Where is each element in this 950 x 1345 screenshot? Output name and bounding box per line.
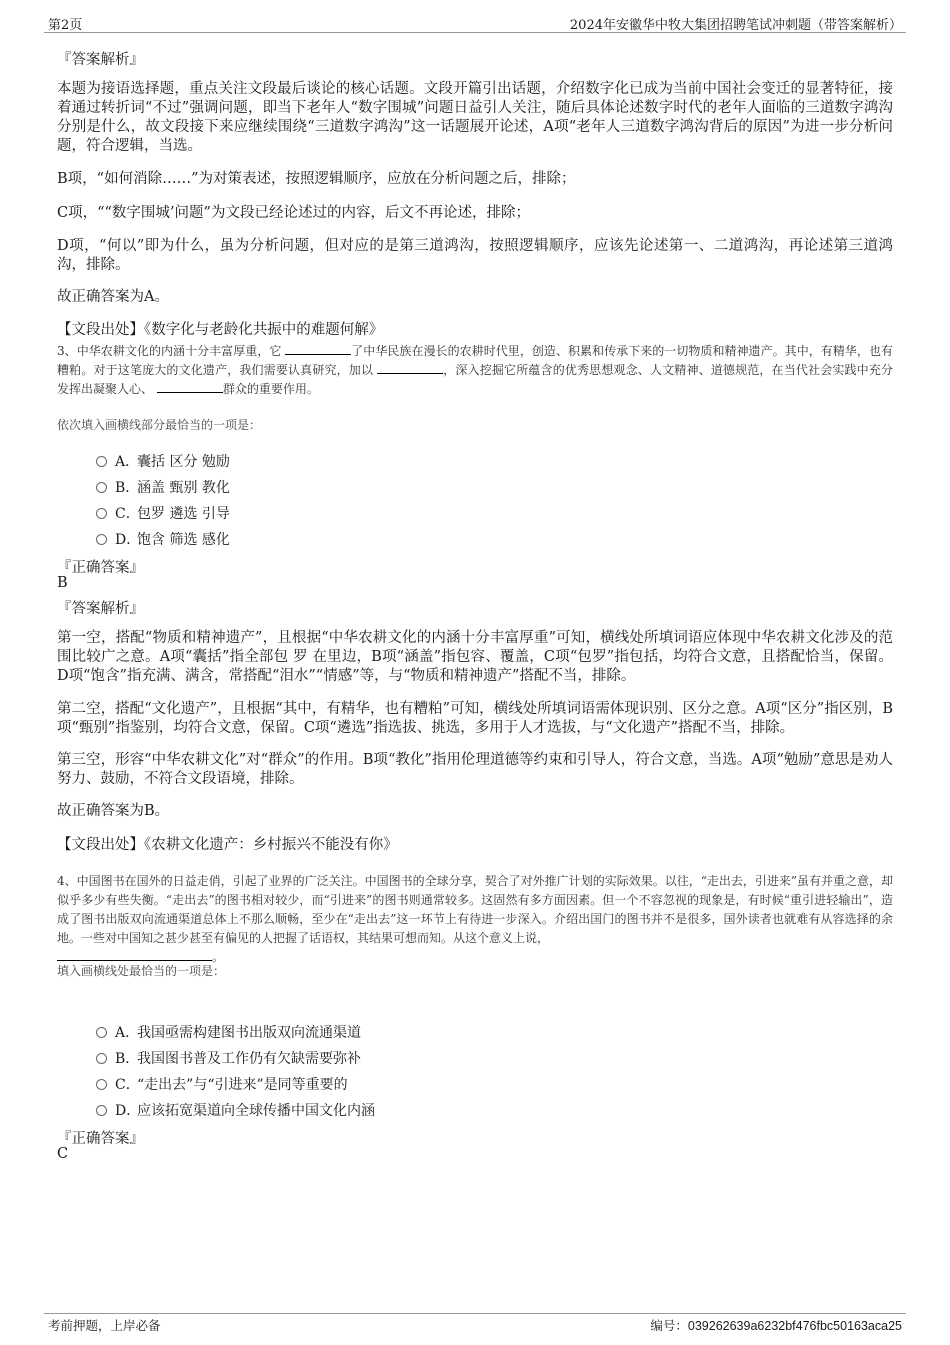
q3-blank-3 — [157, 381, 223, 393]
q4-option-b[interactable]: B．我国图书普及工作仍有欠缺需要弥补 — [96, 1048, 361, 1068]
q2-analysis-p3: C项，““数字围城’问题”为文段已经论述过的内容，后文不再论述，排除； — [57, 205, 530, 221]
q3-analysis-p2: 第二空，搭配“文化遗产”，且根据“其中，有精华，也有糟粕”可知，横线处所填词语需体现识别、区分之意。A项“区分”指区别，B项“甄别”指鉴别，均符合文意，保留。C项“遴选”指选拔、挑选，多用于人才选拔，与“文化遗产”搭配不当，排除。 — [57, 701, 893, 736]
q4-answer-heading: 『正确答案』 — [57, 1131, 144, 1147]
radio-icon[interactable] — [96, 1053, 107, 1064]
q3-option-d[interactable]: D．饱含 筛选 感化 — [96, 529, 230, 549]
radio-icon[interactable] — [96, 534, 107, 545]
radio-icon[interactable] — [96, 1079, 107, 1090]
q3-source: 【文段出处】《农耕文化遗产：乡村振兴不能没有你》 — [57, 837, 398, 853]
q3-answer-line: 故正确答案为B。 — [57, 803, 170, 819]
q3-stem: 3、中华农耕文化的内涵十分丰富厚重，它 了中华民族在漫长的农耕时代里，创造、积累和传承下来的一切物质和精神遗产。其中，有精华，也有糟粕。对于这笔庞大的文化遗产，我们需要认真研究，加以 ，深入挖掘它所蕴含的优秀思想观念、人文精神、道德规范，在当代社会实践中充分发挥出凝聚人心、 群众的重要作用。 — [57, 344, 893, 396]
q2-answer-line: 故正确答案为A。 — [57, 289, 169, 305]
q2-analysis-p4: D项，“何以”即为什么，虽为分析问题，但对应的是第三道鸿沟，按照逻辑顺序，应该先论述第一、二道鸿沟，再论述第三道鸿沟，排除。 — [57, 238, 893, 273]
q3-option-a[interactable]: A．囊括 区分 勉励 — [96, 451, 230, 471]
q2-analysis-p1: 本题为接语选择题，重点关注文段最后谈论的核心话题。文段开篇引出话题，介绍数字化已成为当前中国社会变迁的显著特征，接着通过转折词“不过”强调问题，即当下老年人“数字围城”问题日益引人关注，随后具体论述数字时代的老年人面临的三道数字鸿沟分别是什么，故文段接下来应继续围绕“三道数字鸿沟”这一话题展开论述，A项“老年人三道数字鸿沟背后的原因”为进一步分析问题，符合逻辑，当选。 — [57, 81, 893, 154]
document-title: 2024年安徽华中牧大集团招聘笔试冲刺题（带答案解析） — [569, 18, 902, 33]
q2-source: 【文段出处】《数字化与老龄化共振中的难题何解》 — [57, 322, 384, 338]
q2-analysis-heading: 『答案解析』 — [57, 52, 144, 68]
document-code: 编号：039262639a6232bf476fbc50163aca25 — [650, 1318, 902, 1333]
radio-icon[interactable] — [96, 482, 107, 493]
footer-slogan: 考前押题，上岸必备 — [48, 1318, 161, 1333]
q3-blank-2 — [377, 362, 443, 374]
radio-icon[interactable] — [96, 1105, 107, 1116]
page-header — [44, 12, 906, 33]
q3-option-b[interactable]: B．涵盖 甄别 教化 — [96, 477, 230, 497]
radio-icon[interactable] — [96, 508, 107, 519]
page-footer — [44, 1313, 906, 1333]
q3-instruction: 依次填入画横线部分最恰当的一项是： — [57, 418, 262, 432]
q3-analysis-heading: 『答案解析』 — [57, 601, 144, 617]
q4-option-c[interactable]: C．“走出去”与“引进来”是同等重要的 — [96, 1074, 348, 1094]
q3-answer-heading: 『正确答案』 — [57, 560, 144, 576]
q4-option-a[interactable]: A．我国亟需构建图书出版双向流通渠道 — [96, 1022, 361, 1042]
q3-blank-1 — [285, 343, 351, 355]
q3-answer: B — [57, 575, 68, 591]
q3-analysis-p3: 第三空，形容“中华农耕文化”对“群众”的作用。B项“教化”指用伦理道德等约束和引导人，符合文意，当选。A项“勉励”意思是劝人努力、鼓励，不符合文段语境，排除。 — [57, 752, 893, 787]
q4-answer: C — [57, 1146, 69, 1162]
q2-analysis-p2: B项，“如何消除……”为对策表述，按照逻辑顺序，应放在分析问题之后，排除； — [57, 171, 576, 187]
radio-icon[interactable] — [96, 456, 107, 467]
q4-instruction: 填入画横线处最恰当的一项是： — [57, 964, 226, 978]
q4-option-d[interactable]: D．应该拓宽渠道向全球传播中国文化内涵 — [96, 1100, 375, 1120]
radio-icon[interactable] — [96, 1027, 107, 1038]
q4-blank — [57, 949, 212, 961]
q3-option-c[interactable]: C．包罗 遴选 引导 — [96, 503, 230, 523]
q4-stem: 4、中国图书在国外的日益走俏，引起了业界的广泛关注。中国图书的全球分享，契合了对外推广计划的实际效果。以往，“走出去，引进来”虽有并重之意，却似乎多少有些失衡。“走出去”的图书相对较少，而“引进来”的图书则通常较多。这固然有多方面因素。但一个不容忽视的现象是，有时候“重引进轻输出”，造成了图书出版双向流通渠道总体上不那么顺畅，至少在“走出去”这一环节上有待进一步深入。介绍出国门的图书并不是很多，国外读者也就难有从容选择的余地。一些对中国知之甚少甚至有偏见的人把握了话语权，其结果可想而知。从这个意义上说， 。 — [57, 874, 893, 964]
page-number: 第2页 — [48, 18, 83, 33]
q3-analysis-p1: 第一空，搭配“物质和精神遗产”，且根据“中华农耕文化的内涵十分丰富厚重”可知，横线处所填词语应体现中华农耕文化涉及的范围比较广之意。A项“囊括”指全部包 罗 在里边，B项“涵盖”指包容、覆盖，C项“包罗”指包括，均符合文意，且搭配恰当，保留。D项“饱含”指充满、满含，常搭配“泪水”“情感”等，与“物质和精神遗产”搭配不当，排除。 — [57, 630, 893, 684]
